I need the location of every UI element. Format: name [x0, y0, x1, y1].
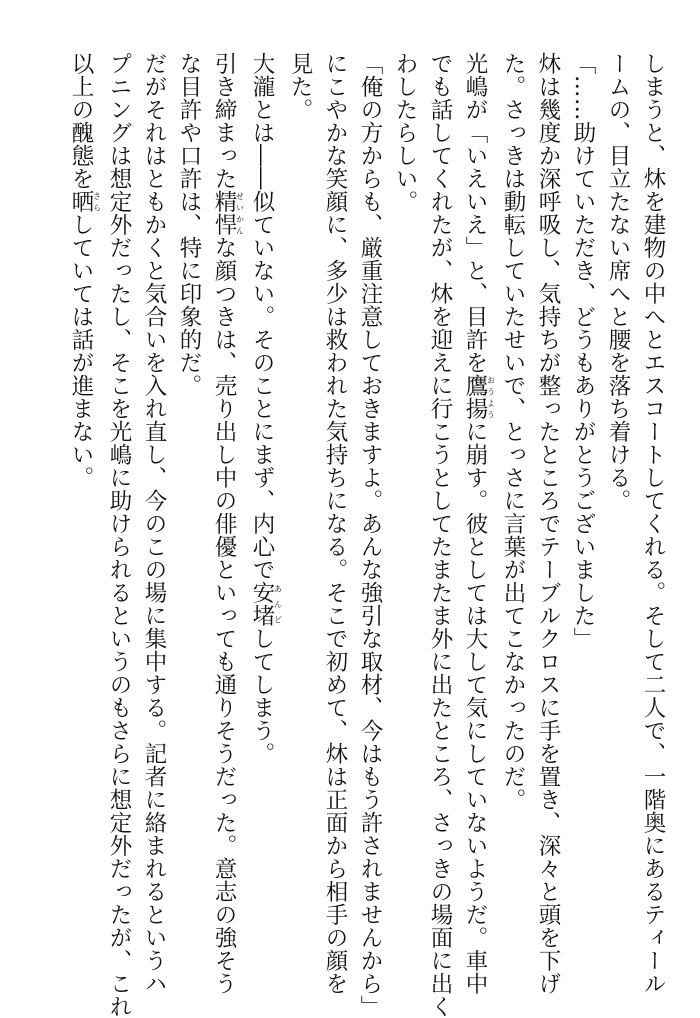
ruby-seikan: 精悍せいかん [211, 190, 245, 236]
text-line-9: 「俺の方からも、厳重注意しておきますよ。あんな強引な取材、今はもう許されませんから」 [357, 52, 383, 1018]
ruby-ouyou: 鷹揚おうよう [462, 374, 496, 420]
text-line-11: 見た。 [287, 52, 313, 121]
text-line-17: 以上の醜態を晒さらしていては話が進まない。 [68, 52, 102, 489]
text-line-8: わしたらしい。 [392, 52, 418, 213]
text-line-12: 大瀧とは――似ていない。そのことにまず、内心で安堵あんどしてしまう。 [249, 52, 283, 765]
text-line-7: でも話してくれたが、炑を迎えに行こうとしてたまたま外に出たところ、さっきの場面に出く [427, 52, 453, 1018]
text-line-1: しまうと、炑を建物の中へとエスコートしてくれる。そして二人で、一階奥にあるティール [640, 52, 666, 995]
text-line-15: だがそれはともかくと気合いを入れ直し、今のこの場に集中する。記者に絡まれるというハ [141, 52, 167, 995]
text-line-6: 光嶋が「いえいえ」と、目許を鷹揚おうように崩す。彼としては大して気にしていないようだ。車中 [462, 52, 496, 995]
text-line-5: た。さっきは動転していたせいで、とっさに言葉が出てこなかったのだ。 [500, 52, 526, 811]
text-line-4: 炑は幾度か深呼吸し、気持ちが整ったところでテーブルクロスに手を置き、深々と頭を下げ [535, 52, 561, 995]
ruby-ando: 安堵あんど [249, 581, 283, 627]
text-line-3: 「……助けていただき、どうもありがとうございました」 [570, 52, 596, 650]
text-line-16: プニングは想定外だったし、そこを光嶋に助けられるというのもさらに想定外だったが、これ [106, 52, 132, 1018]
ruby-sara: 晒さら [68, 190, 102, 213]
text-line-10: にこやかな笑顔に、多少は救われた気持ちになる。そこで初めて、炑は正面から相手の顔を [322, 52, 348, 995]
text-line-2: ームの、目立たない席へと腰を落ち着ける。 [605, 52, 631, 512]
text-line-14: な目許や口許は、特に印象的だ。 [176, 52, 202, 397]
vertical-text-body [63, 52, 670, 1018]
text-line-13: 引き締まった精悍せいかんな顔つきは、売り出し中の俳優といっても通りそうだった。意志の強そう [211, 52, 245, 995]
